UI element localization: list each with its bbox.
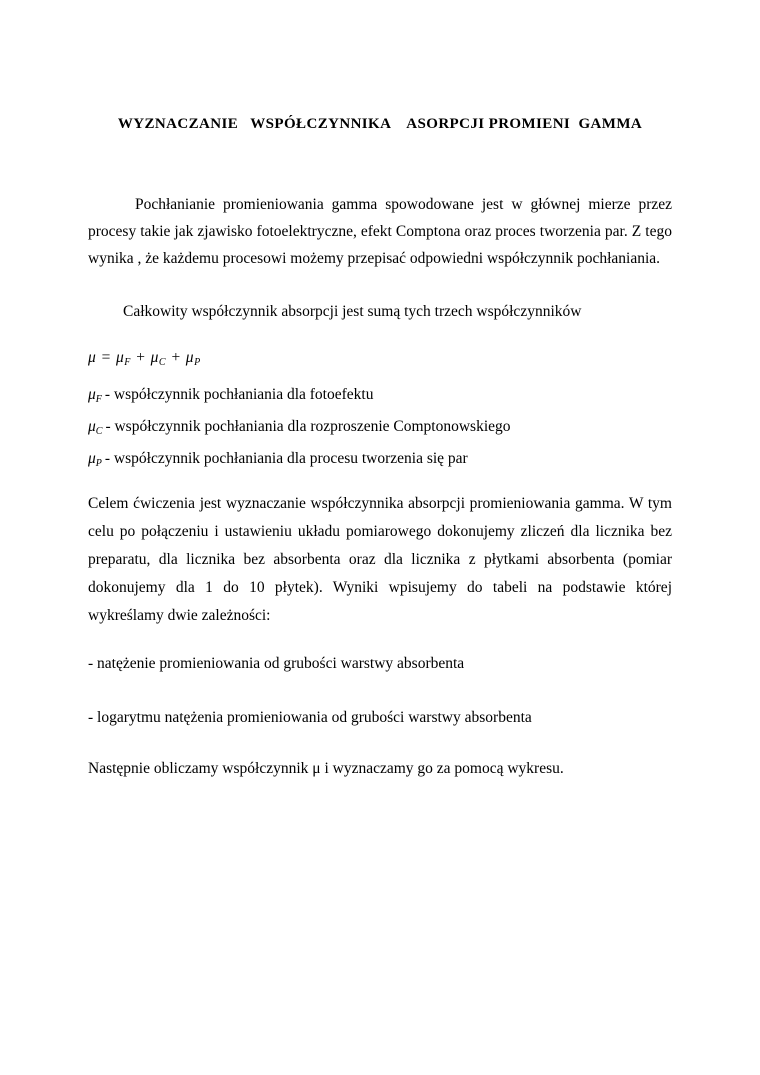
- formula-sub-f: F: [124, 357, 131, 368]
- paragraph-intro: Pochłanianie promieniowania gamma spowodowane jest w głównej mierze przez procesy takie jak zjawisko fotoelektryczne, efekt Comptona oraz proces tworzenia par. Z tego wynika , że każdemu procesowi możemy przepisać odpowiedni współczynnik pochłaniania.: [88, 196, 672, 267]
- definition-compton: [88, 411, 672, 443]
- formula-mu-p: μ: [185, 349, 195, 366]
- list-item-log-intensity-vs-thickness: - logarytmu natężenia promieniowania od grubości warstwy absorbenta: [88, 709, 532, 726]
- mu-subscript: F: [95, 394, 102, 405]
- formula-sub-c: C: [158, 357, 167, 368]
- definition-pair-production: [88, 443, 672, 475]
- mu-subscript: P: [95, 458, 102, 469]
- definition-text: - współczynnik pochłaniania dla rozproszenie Comptonowskiego: [105, 418, 511, 435]
- mu-subscript: C: [95, 426, 103, 437]
- formula-sub-p: P: [194, 357, 201, 368]
- formula-equals: =: [100, 349, 112, 366]
- formula-mu-c: μ: [150, 349, 159, 366]
- coefficient-definitions: [88, 379, 672, 475]
- formula-plus-2: +: [170, 349, 182, 366]
- paragraph-aim: Celem ćwiczenia jest wyznaczanie współczynnika absorpcji promieniowania gamma. W tym celu po połączeniu i ustawieniu układu pomiarowego dokonujemy zliczeń dla licznika bez preparatu, dla licznika bez absorbenta oraz dla licznika z płytkami absorbenta (pomiar dokonujemy dla 1 do 10 płytek). Wyniki wpisujemy do tabeli na podstawie której wykreślamy dwie zależności:: [88, 495, 672, 624]
- formula-plus-1: +: [135, 349, 147, 366]
- definition-text: - współczynnik pochłaniania dla fotoefektu: [104, 386, 374, 403]
- list-item-intensity-vs-thickness: - natężenie promieniowania od grubości warstwy absorbenta: [88, 655, 465, 672]
- paragraph-sum-sentence: Całkowity współczynnik absorpcji jest sumą tych trzech współczynników: [123, 303, 582, 320]
- mu-symbol: μ: [88, 450, 96, 467]
- formula-lhs-mu: μ: [88, 349, 97, 366]
- mu-symbol: μ: [88, 386, 96, 403]
- formula-mu-f: μ: [116, 349, 125, 366]
- definition-photoeffect: [88, 379, 672, 411]
- mu-symbol: μ: [88, 418, 96, 435]
- paragraph-closing: Następnie obliczamy współczynnik μ i wyznaczamy go za pomocą wykresu.: [88, 760, 564, 777]
- document-title: WYZNACZANIE WSPÓŁCZYNNIKA ASORPCJI PROMIENI GAMMA: [117, 116, 643, 132]
- formula-total-absorption-coefficient: [88, 349, 201, 367]
- definition-text: - współczynnik pochłaniania dla procesu tworzenia się par: [104, 450, 468, 467]
